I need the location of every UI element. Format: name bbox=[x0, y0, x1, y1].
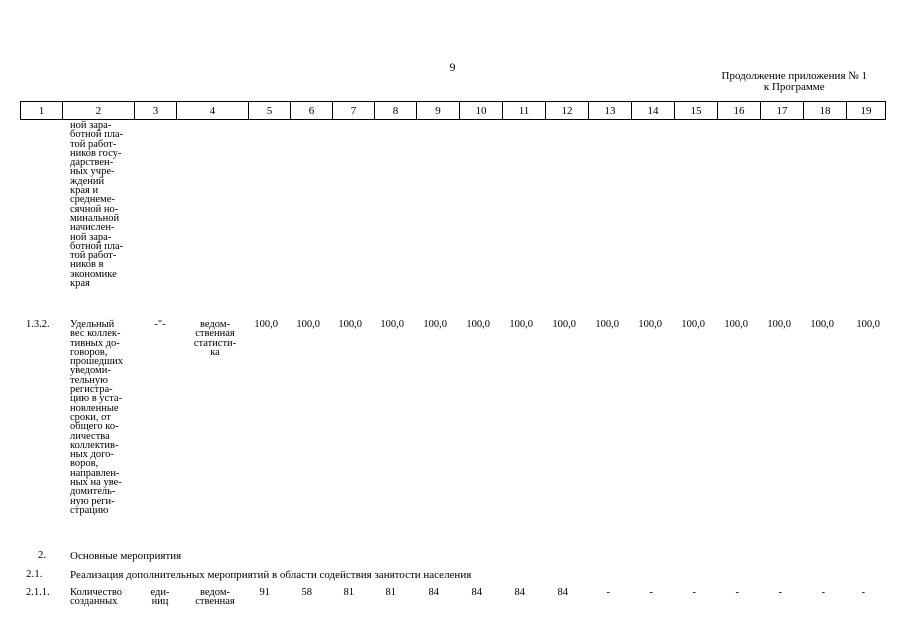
value-cell: 100,0 bbox=[856, 319, 880, 330]
text-line: края bbox=[70, 278, 90, 290]
text-line: регистра- bbox=[70, 384, 113, 396]
value-cell: 100,0 bbox=[423, 319, 447, 330]
text-line: ботной пла- bbox=[70, 240, 124, 252]
row-number: 2.1. bbox=[26, 568, 43, 580]
text-line: ведом- bbox=[200, 319, 230, 330]
text-line: сячной но- bbox=[70, 203, 119, 215]
section-title: Реализация дополнительных мероприятий в области содействия занятости населения bbox=[70, 569, 472, 581]
source-cell bbox=[185, 320, 245, 357]
text-line: коллектив- bbox=[70, 439, 119, 451]
value-cell: 100,0 bbox=[380, 319, 404, 330]
value-cell: 100,0 bbox=[681, 319, 705, 330]
value-cell: 84 bbox=[428, 587, 439, 598]
value-cell: - bbox=[778, 587, 782, 598]
text-line: личества bbox=[70, 430, 110, 442]
text-line: среднеме- bbox=[70, 194, 115, 206]
text-line: края и bbox=[70, 185, 99, 197]
text-line: ников в bbox=[70, 259, 104, 271]
column-header: 18 bbox=[804, 102, 847, 120]
text-line: ную реги- bbox=[70, 495, 115, 507]
text-line: ведом- bbox=[200, 587, 230, 598]
page-number: 9 bbox=[449, 60, 456, 74]
text-line: домитель- bbox=[70, 486, 116, 498]
column-header: 9 bbox=[417, 102, 460, 120]
value-cell: 100,0 bbox=[724, 319, 748, 330]
value-cell: - bbox=[861, 587, 865, 598]
text-line: ных дого- bbox=[70, 449, 114, 461]
value-cell: 100,0 bbox=[254, 319, 278, 330]
text-line: уведоми- bbox=[70, 365, 111, 377]
text-line: начислен- bbox=[70, 222, 115, 234]
column-header: 8 bbox=[375, 102, 417, 120]
text-line: прошедших bbox=[70, 356, 124, 368]
text-line: ка bbox=[210, 346, 220, 358]
section-title: Основные мероприятия bbox=[70, 550, 182, 562]
value-cell: 100,0 bbox=[509, 319, 533, 330]
text-line: ниц bbox=[151, 596, 169, 608]
value-cell: - bbox=[606, 587, 610, 598]
value-cell: 100,0 bbox=[638, 319, 662, 330]
text-line: той работ- bbox=[70, 138, 117, 150]
value-cell: 100,0 bbox=[338, 319, 362, 330]
text-line: минальной bbox=[70, 212, 120, 224]
indicator-name bbox=[70, 320, 134, 515]
text-line: той работ- bbox=[70, 250, 117, 262]
value-cell: 100,0 bbox=[767, 319, 791, 330]
column-header: 11 bbox=[503, 102, 546, 120]
text-line: ников госу- bbox=[70, 147, 122, 159]
column-header: 14 bbox=[632, 102, 675, 120]
column-header: 12 bbox=[546, 102, 589, 120]
row-number: 2.1.1. bbox=[26, 587, 50, 598]
value-cell: 100,0 bbox=[296, 319, 320, 330]
column-header: 1 bbox=[21, 102, 63, 120]
text-line: ботной пла- bbox=[70, 129, 124, 141]
value-cell: - bbox=[649, 587, 653, 598]
column-header: 16 bbox=[718, 102, 761, 120]
value-cell: 100,0 bbox=[595, 319, 619, 330]
text-line: цию в уста- bbox=[70, 393, 123, 405]
value-cell: 81 bbox=[343, 587, 354, 598]
text-line: дарствен- bbox=[70, 157, 114, 169]
value-cell: 91 bbox=[259, 587, 270, 598]
text-line: говоров, bbox=[70, 346, 108, 358]
text-line: воров, bbox=[70, 458, 99, 470]
text-line: Удельный bbox=[70, 319, 115, 330]
row-number: 1.3.2. bbox=[26, 319, 50, 330]
text-line: статисти- bbox=[193, 337, 237, 349]
continued-indicator-text bbox=[70, 121, 134, 288]
text-line: направлен- bbox=[70, 467, 120, 479]
text-line: ственная bbox=[195, 328, 235, 340]
text-line: тивных до- bbox=[70, 337, 120, 349]
text-line: сроки, от bbox=[70, 411, 111, 423]
text-line: еди- bbox=[150, 587, 170, 598]
column-header: 3 bbox=[135, 102, 177, 120]
text-line: ственная bbox=[195, 596, 235, 608]
value-cell: 84 bbox=[557, 587, 568, 598]
text-line: общего ко- bbox=[70, 421, 119, 433]
annex-title-line: к Программе bbox=[763, 81, 825, 93]
column-header: 7 bbox=[333, 102, 375, 120]
value-cell: - bbox=[821, 587, 825, 598]
text-line: ных учре- bbox=[70, 166, 115, 178]
value-cell: 81 bbox=[385, 587, 396, 598]
annex-title-line: Продолжение приложения № 1 bbox=[721, 70, 867, 82]
value-cell: - bbox=[692, 587, 696, 598]
value-cell: 100,0 bbox=[466, 319, 490, 330]
annex-title bbox=[722, 71, 867, 93]
text-line: новленные bbox=[70, 402, 119, 414]
column-header: 6 bbox=[291, 102, 333, 120]
text-line: ной зара- bbox=[70, 120, 112, 131]
indicator-name bbox=[70, 588, 134, 607]
column-header: 10 bbox=[460, 102, 503, 120]
text-line: Количество bbox=[70, 587, 123, 598]
value-cell: 84 bbox=[471, 587, 482, 598]
unit-cell: -"- bbox=[154, 319, 166, 330]
text-line: экономике bbox=[70, 268, 117, 280]
text-line: ной зара- bbox=[70, 231, 112, 243]
column-header: 4 bbox=[177, 102, 249, 120]
column-header-table bbox=[20, 101, 886, 120]
text-line: созданных bbox=[70, 596, 118, 608]
column-header: 19 bbox=[847, 102, 886, 120]
row-number: 2. bbox=[37, 549, 47, 561]
column-header: 2 bbox=[63, 102, 135, 120]
value-cell: 100,0 bbox=[810, 319, 834, 330]
value-cell: 58 bbox=[301, 587, 312, 598]
text-line: тельную bbox=[70, 374, 108, 386]
value-cell: 100,0 bbox=[552, 319, 576, 330]
value-cell: 84 bbox=[514, 587, 525, 598]
unit-cell bbox=[140, 588, 180, 607]
text-line: вес коллек- bbox=[70, 328, 121, 340]
column-header: 17 bbox=[761, 102, 804, 120]
text-line: ждений bbox=[70, 175, 105, 187]
column-header: 15 bbox=[675, 102, 718, 120]
column-header: 13 bbox=[589, 102, 632, 120]
value-cell: - bbox=[735, 587, 739, 598]
column-header: 5 bbox=[249, 102, 291, 120]
text-line: страцию bbox=[70, 504, 109, 516]
text-line: ных на уве- bbox=[70, 477, 122, 489]
